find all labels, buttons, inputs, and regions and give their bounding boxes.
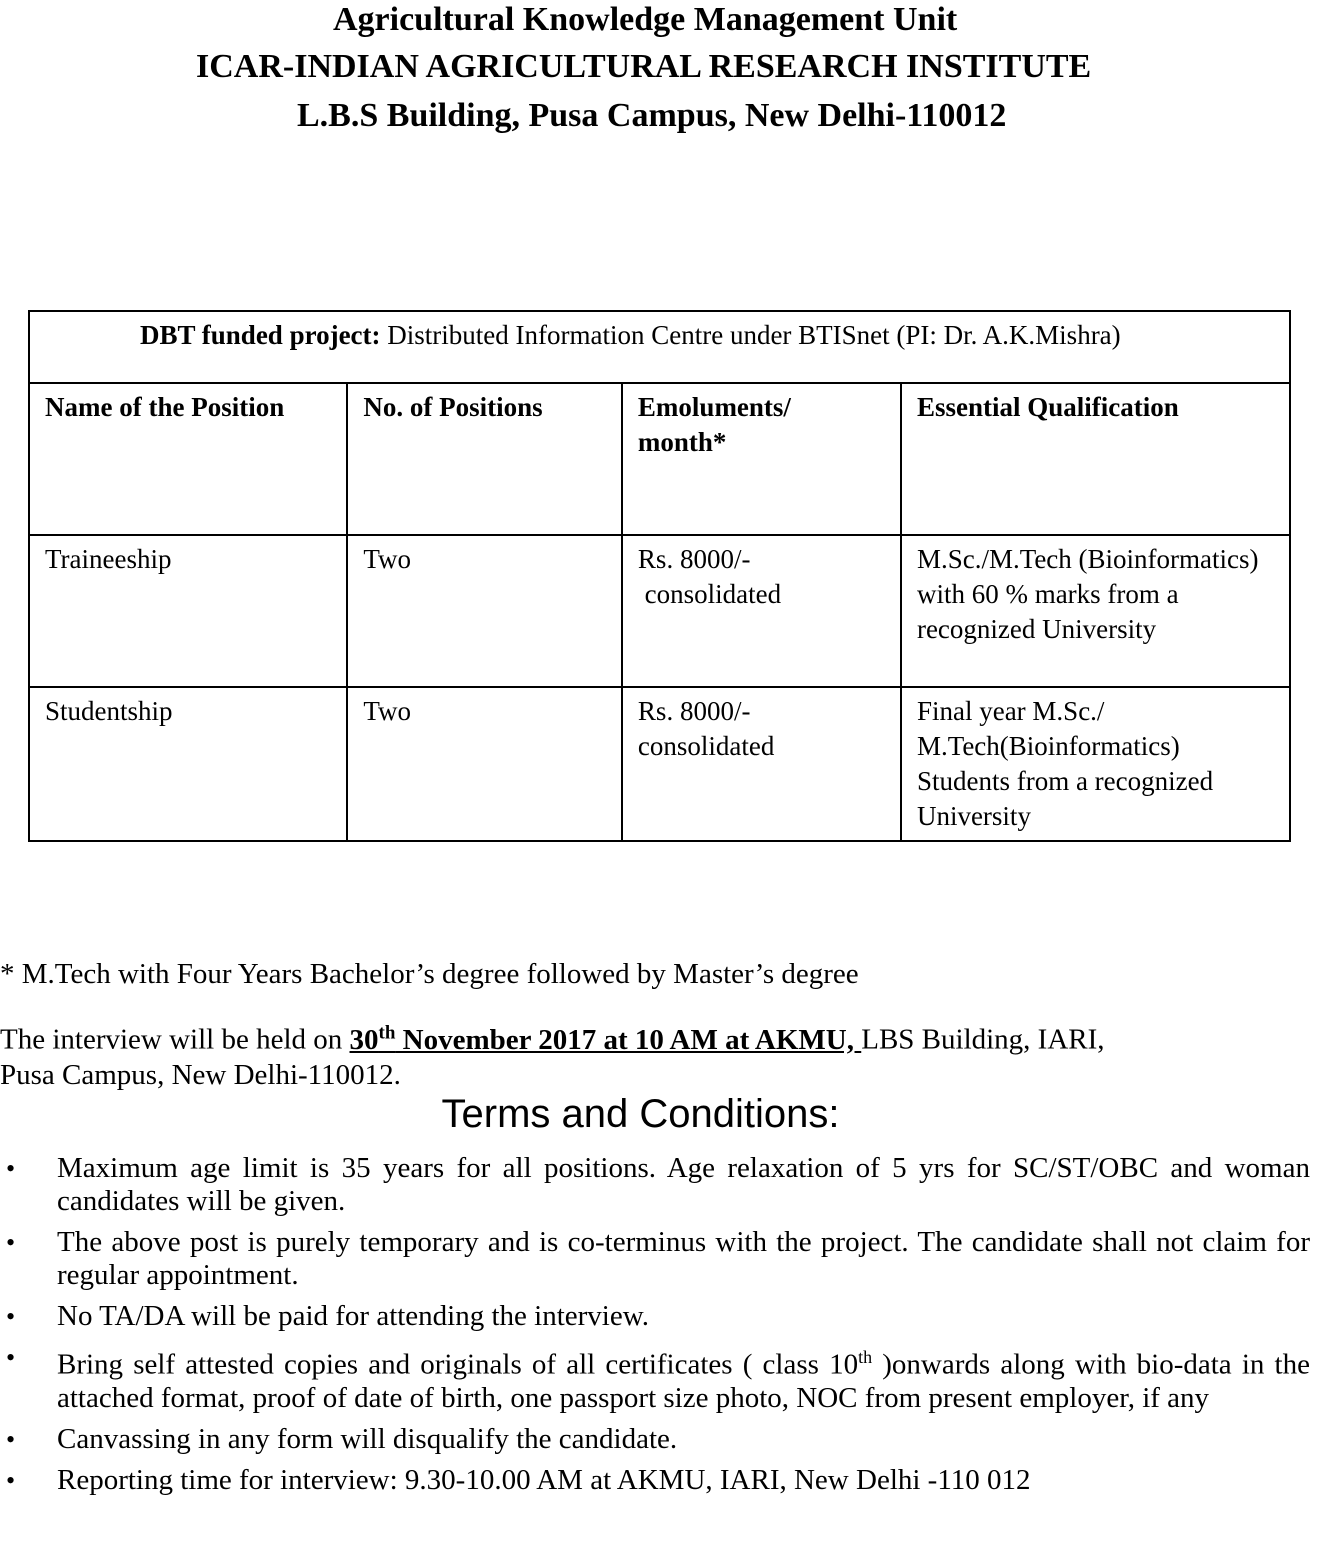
position-emoluments (622, 535, 901, 687)
column-header: Essential Qualification (901, 383, 1290, 535)
project-caption (29, 311, 1290, 383)
interview-prefix: The interview will be held on (0, 1023, 350, 1056)
column-header: Emoluments/ month* (622, 383, 901, 535)
project-label: DBT funded project: (140, 320, 381, 350)
position-count: Two (347, 687, 622, 841)
term-text: No TA/DA will be paid for attending the interview. (57, 1300, 650, 1332)
column-header: No. of Positions (347, 383, 622, 535)
emoluments-amount: Rs. 8000/- (637, 544, 751, 574)
list-item (0, 1423, 1310, 1456)
position-count: Two (347, 535, 622, 687)
interview-place-line2: Pusa Campus, New Delhi-110012. (0, 1058, 401, 1091)
position-qualification: M.Sc./M.Tech (Bioinformatics) with 60 % marks from a recognized University (901, 535, 1290, 687)
unit-name: Agricultural Knowledge Management Unit (333, 1, 958, 38)
column-header: Name of the Position (29, 383, 347, 535)
list-item (0, 1464, 1310, 1497)
interview-notice (0, 1015, 1105, 1093)
list-item (0, 1300, 1310, 1333)
term-text-after: )onwards along with bio-data in the attached format, proof of date of birth, one passport size photo, NOC from present employer, if any (57, 1348, 1310, 1414)
term-text: The above post is purely temporary and is co-terminus with the project. The candidate shall not claim for regular appointment. (57, 1226, 1310, 1291)
position-emoluments (622, 687, 901, 841)
footnote: * M.Tech with Four Years Bachelor’s degree followed by Master’s degree (0, 958, 859, 990)
position-qualification: Final year M.Sc./ M.Tech(Bioinformatics) Students from a recognized University (901, 687, 1290, 841)
emoluments-type: consolidated (637, 579, 782, 609)
bullet-icon: • (6, 1228, 16, 1257)
interview-day: 30 (349, 1023, 379, 1056)
term-text-before: Bring self attested copies and originals of all certificates ( class 10 (57, 1348, 859, 1381)
bullet-icon: • (6, 1424, 16, 1454)
interview-day-suffix: th (378, 1022, 396, 1043)
list-item (0, 1152, 1310, 1218)
table-row (29, 535, 1290, 687)
interview-place: LBS Building, IARI, (861, 1023, 1105, 1056)
emoluments-amount: Rs. 8000/- (637, 696, 751, 726)
terms-title: Terms and Conditions: (441, 1092, 840, 1136)
project-text: Distributed Information Centre under BTISnet (PI: Dr. A.K.Mishra) (380, 320, 1121, 350)
institute-address: L.B.S Building, Pusa Campus, New Delhi-110012 (297, 97, 1007, 134)
bullet-icon: • (6, 1343, 16, 1372)
term-text: Reporting time for interview: 9.30-10.00 AM at AKMU, IARI, New Delhi -110 012 (57, 1463, 1031, 1496)
terms-list (0, 1152, 1310, 1505)
term-text: Maximum age limit is 35 years for all positions. Age relaxation of 5 yrs for SC/ST/OBC and woman candidates will be given. (57, 1152, 1310, 1217)
bullet-icon: • (6, 1302, 16, 1331)
bullet-icon: • (6, 1465, 16, 1495)
list-item (0, 1341, 1310, 1415)
term-text-sup: th (858, 1347, 873, 1367)
interview-date (350, 1024, 862, 1056)
position-name: Traineeship (29, 535, 347, 687)
bullet-icon: • (6, 1154, 16, 1183)
table-header-row (29, 383, 1290, 535)
table-row (29, 687, 1290, 841)
position-name: Studentship (29, 687, 347, 841)
positions-table (28, 310, 1291, 842)
emoluments-type: consolidated (637, 731, 775, 761)
institute-name: ICAR-INDIAN AGRICULTURAL RESEARCH INSTITUTE (196, 48, 1092, 85)
interview-date-rest: November 2017 at 10 AM at AKMU, (395, 1023, 862, 1056)
term-text: Canvassing in any form will disqualify the candidate. (57, 1422, 678, 1455)
list-item (0, 1226, 1310, 1292)
